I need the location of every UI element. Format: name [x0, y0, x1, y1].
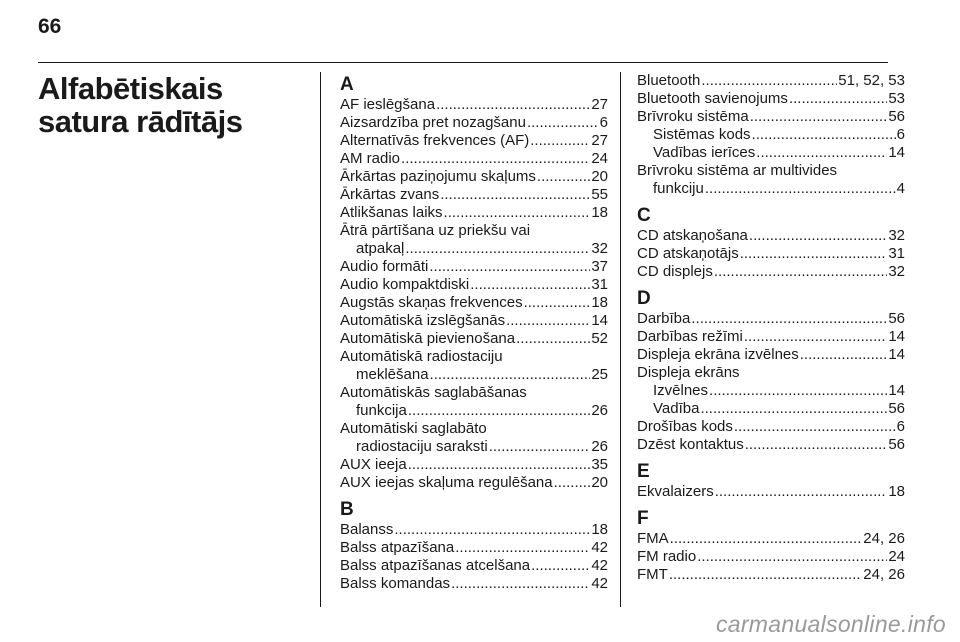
index-entry-label: FMA [637, 530, 669, 547]
dot-leader [705, 180, 896, 198]
index-entry-label: Vadības ierīces [653, 144, 756, 161]
index-page-ref: 27 [591, 132, 608, 149]
index-page-ref: 18 [888, 483, 905, 500]
index-entry-label: radiostaciju saraksti [356, 438, 488, 455]
index-entry-label: Ekvalaizers [637, 483, 714, 500]
index-page-ref: 14 [591, 312, 608, 329]
index-entry-label: Ātrā pārtīšana uz priekšu vai [340, 222, 531, 239]
index-entry-label: Bluetooth [637, 72, 701, 89]
dot-leader [800, 346, 888, 364]
index-entry-label: Automātiskā izslēgšanās [340, 312, 506, 329]
index-page-ref: 20 [591, 474, 608, 491]
index-entry-label: Balss atpazīšanas atcelšana [340, 557, 531, 574]
index-entry[interactable] [637, 126, 905, 144]
dot-leader [670, 530, 863, 548]
dot-leader [750, 108, 888, 126]
index-entry[interactable] [637, 310, 905, 328]
index-entry-label: Displeja ekrāna izvēlnes [637, 346, 799, 363]
dot-leader [734, 418, 896, 436]
index-page-ref: 35 [591, 456, 608, 473]
index-page-ref: 32 [888, 227, 905, 244]
index-entry[interactable] [340, 456, 608, 474]
index-entry[interactable] [637, 436, 905, 454]
index-page-ref: 31 [591, 276, 608, 293]
index-entry-label: Brīvroku sistēma [637, 108, 749, 125]
dot-leader [530, 132, 590, 150]
dot-leader [440, 186, 590, 204]
index-letter-heading: D [637, 288, 651, 309]
index-page-ref: 26 [591, 438, 608, 455]
index-page-ref: 24, 26 [863, 530, 905, 547]
index-entry-label: Bluetooth savienojums [637, 90, 788, 107]
index-entry[interactable] [637, 180, 905, 198]
dot-leader [697, 548, 887, 566]
index-entry[interactable] [340, 366, 608, 384]
index-page-ref: 56 [888, 108, 905, 125]
index-page-ref: 51, 52, 53 [838, 72, 905, 89]
index-entry[interactable] [637, 227, 905, 245]
index-page-ref: 6 [896, 126, 905, 143]
index-entry-label: Automātiskā pievienošana [340, 330, 516, 347]
index-page-ref: 42 [591, 575, 608, 592]
index-entry-label: FM radio [637, 548, 697, 565]
index-entry[interactable] [340, 557, 608, 575]
column-divider [620, 72, 621, 607]
index-entry-label: Balanss [340, 521, 394, 538]
dot-leader [715, 483, 888, 501]
index-page-ref: 53 [888, 90, 905, 107]
index-entry-label: CD atskaņošana [637, 227, 748, 244]
index-entry[interactable] [637, 108, 905, 126]
dot-leader [527, 114, 599, 132]
dot-leader [701, 72, 837, 90]
dot-leader [756, 144, 887, 162]
index-entry-label: Alternatīvās frekvences (AF) [340, 132, 530, 149]
index-group [637, 72, 905, 198]
index-entry[interactable] [340, 438, 608, 456]
index-entry[interactable] [637, 382, 905, 400]
dot-leader [455, 539, 590, 557]
index-entry[interactable] [340, 240, 608, 258]
index-entry[interactable] [637, 328, 905, 346]
index-entry-label: Darbība [637, 310, 691, 327]
index-letter-heading: E [637, 461, 650, 482]
index-page-ref: 14 [888, 382, 905, 399]
index-entry[interactable] [340, 330, 608, 348]
index-entry-label: AF ieslēgšana [340, 96, 436, 113]
index-page-ref: 4 [896, 180, 905, 197]
dot-leader [429, 258, 590, 276]
index-entry[interactable] [637, 245, 905, 263]
index-entry-label: Automātiskā radiostaciju [340, 348, 503, 365]
index-group [340, 499, 608, 593]
index-page-ref: 24, 26 [863, 566, 905, 583]
index-entry[interactable] [637, 566, 905, 584]
index-entry-label: meklēšana [356, 366, 429, 383]
index-entry-label: Dzēst kontaktus [637, 436, 744, 453]
index-entry[interactable] [637, 263, 905, 281]
index-page-ref: 14 [888, 328, 905, 345]
dot-leader [745, 436, 888, 454]
index-page-ref: 24 [888, 548, 905, 565]
index-entry[interactable] [637, 530, 905, 548]
dot-leader [789, 90, 887, 108]
index-page-ref: 56 [888, 310, 905, 327]
index-entry[interactable] [340, 474, 608, 492]
dot-leader [554, 474, 591, 492]
index-entry-label: Aizsardzība pret nozagšanu [340, 114, 526, 131]
index-column-2 [637, 72, 905, 591]
index-entry-heading: Displeja ekrāns [637, 364, 740, 381]
page-number: 66 [38, 15, 62, 38]
dot-leader [394, 521, 590, 539]
dot-leader [537, 168, 590, 186]
index-entry[interactable] [340, 521, 608, 539]
index-entry-label: Drošības kods [637, 418, 733, 435]
dot-leader [506, 312, 590, 330]
index-entry[interactable] [340, 312, 608, 330]
dot-leader [430, 366, 591, 384]
index-entry-label: FMT [637, 566, 668, 583]
index-entry[interactable] [340, 168, 608, 186]
index-page-ref: 31 [888, 245, 905, 262]
dot-leader [489, 438, 591, 456]
index-page-ref: 25 [591, 366, 608, 383]
index-entry-label: funkciju [653, 180, 704, 197]
index-page-ref: 32 [591, 240, 608, 257]
index-entry-label: Audio formāti [340, 258, 429, 275]
index-entry-label: Darbības režīmi [637, 328, 743, 345]
index-entry[interactable] [340, 186, 608, 204]
dot-leader [405, 240, 590, 258]
index-page-ref: 6 [896, 418, 905, 435]
index-page-ref: 55 [591, 186, 608, 203]
index-entry[interactable] [340, 276, 608, 294]
index-entry-label: Izvēlnes [653, 382, 709, 399]
dot-leader [401, 150, 590, 168]
index-group [340, 74, 608, 492]
index-page-ref: 14 [888, 346, 905, 363]
index-letter-heading: A [340, 74, 354, 95]
index-letter-heading: B [340, 499, 354, 520]
index-group [637, 205, 905, 281]
index-page-ref: 20 [591, 168, 608, 185]
index-group [637, 508, 905, 584]
index-entry[interactable] [637, 418, 905, 436]
dot-leader [669, 566, 862, 584]
index-entry[interactable] [637, 346, 905, 364]
dot-leader [700, 400, 887, 418]
index-page-ref: 24 [591, 150, 608, 167]
index-entry[interactable] [340, 96, 608, 114]
index-entry-label: Brīvroku sistēma ar multivides [637, 162, 838, 179]
index-page-ref: 18 [591, 204, 608, 221]
index-entry-label: Balss atpazīšana [340, 539, 455, 556]
index-entry-label: Automātiskās saglabāšanas [340, 384, 527, 401]
index-page-ref: 26 [591, 402, 608, 419]
index-entry-label: CD displejs [637, 263, 713, 280]
dot-leader [516, 330, 590, 348]
index-entry[interactable] [340, 539, 608, 557]
index-entry[interactable] [340, 575, 608, 593]
index-entry[interactable] [340, 294, 608, 312]
index-group [637, 461, 905, 501]
index-entry[interactable] [637, 548, 905, 566]
dot-leader [444, 204, 591, 222]
index-entry-label: Atlikšanas laiks [340, 204, 443, 221]
dot-leader [408, 402, 590, 420]
index-entry-label: AM radio [340, 150, 401, 167]
dot-leader [740, 245, 888, 263]
dot-leader [749, 227, 887, 245]
index-entry-label: Ārkārtas paziņojumu skaļums [340, 168, 536, 185]
index-entry[interactable] [340, 150, 608, 168]
index-entry[interactable] [340, 114, 608, 132]
index-entry-label: AUX ieejas skaļuma regulēšana [340, 474, 553, 491]
index-page-ref: 18 [591, 521, 608, 538]
index-entry-label: Automātiski saglabāto [340, 420, 487, 437]
index-entry-label: Augstās skaņas frekvences [340, 294, 523, 311]
dot-leader [744, 328, 887, 346]
dot-leader [709, 382, 887, 400]
index-page-ref: 27 [591, 96, 608, 113]
index-entry-label: funkcija [356, 402, 407, 419]
index-entry[interactable] [637, 144, 905, 162]
dot-leader [470, 276, 590, 294]
index-entry[interactable] [340, 132, 608, 150]
index-page-ref: 6 [599, 114, 608, 131]
index-entry-label: Audio kompaktdiski [340, 276, 470, 293]
dot-leader [408, 456, 591, 474]
index-page-ref: 32 [888, 263, 905, 280]
index-page-ref: 56 [888, 400, 905, 417]
index-letter-heading: C [637, 205, 651, 226]
dot-leader [524, 294, 591, 312]
header-rule [38, 62, 888, 63]
index-entry-label: CD atskaņotājs [637, 245, 739, 262]
index-entry[interactable] [637, 400, 905, 418]
index-entry-label: AUX ieeja [340, 456, 407, 473]
index-letter-heading: F [637, 508, 649, 529]
dot-leader [752, 126, 896, 144]
dot-leader [714, 263, 887, 281]
index-entry-label: Balss komandas [340, 575, 451, 592]
index-entry[interactable] [340, 402, 608, 420]
index-entry[interactable] [340, 258, 608, 276]
watermark: carmanualsonline.info [715, 611, 946, 637]
dot-leader [436, 96, 590, 114]
index-entry[interactable] [637, 483, 905, 501]
dot-leader [691, 310, 887, 328]
column-divider [320, 72, 321, 607]
index-entry-label: atpakaļ [356, 240, 405, 257]
index-entry-label: Sistēmas kods [653, 126, 751, 143]
dot-leader [531, 557, 590, 575]
index-page-ref: 42 [591, 557, 608, 574]
index-page-ref: 14 [888, 144, 905, 161]
index-page-ref: 52 [591, 330, 608, 347]
index-page-ref: 37 [591, 258, 608, 275]
index-page-ref: 18 [591, 294, 608, 311]
index-column-1 [340, 72, 608, 600]
index-page-ref: 42 [591, 539, 608, 556]
index-page-ref: 56 [888, 436, 905, 453]
index-entry[interactable] [637, 90, 905, 108]
index-group [637, 288, 905, 454]
index-entry-label: Vadība [653, 400, 700, 417]
page-title: Alfabētiskais satura rādītājs [38, 71, 243, 139]
index-entry[interactable] [340, 204, 608, 222]
dot-leader [451, 575, 590, 593]
index-entry-label: Ārkārtas zvans [340, 186, 440, 203]
index-entry[interactable] [637, 72, 905, 90]
